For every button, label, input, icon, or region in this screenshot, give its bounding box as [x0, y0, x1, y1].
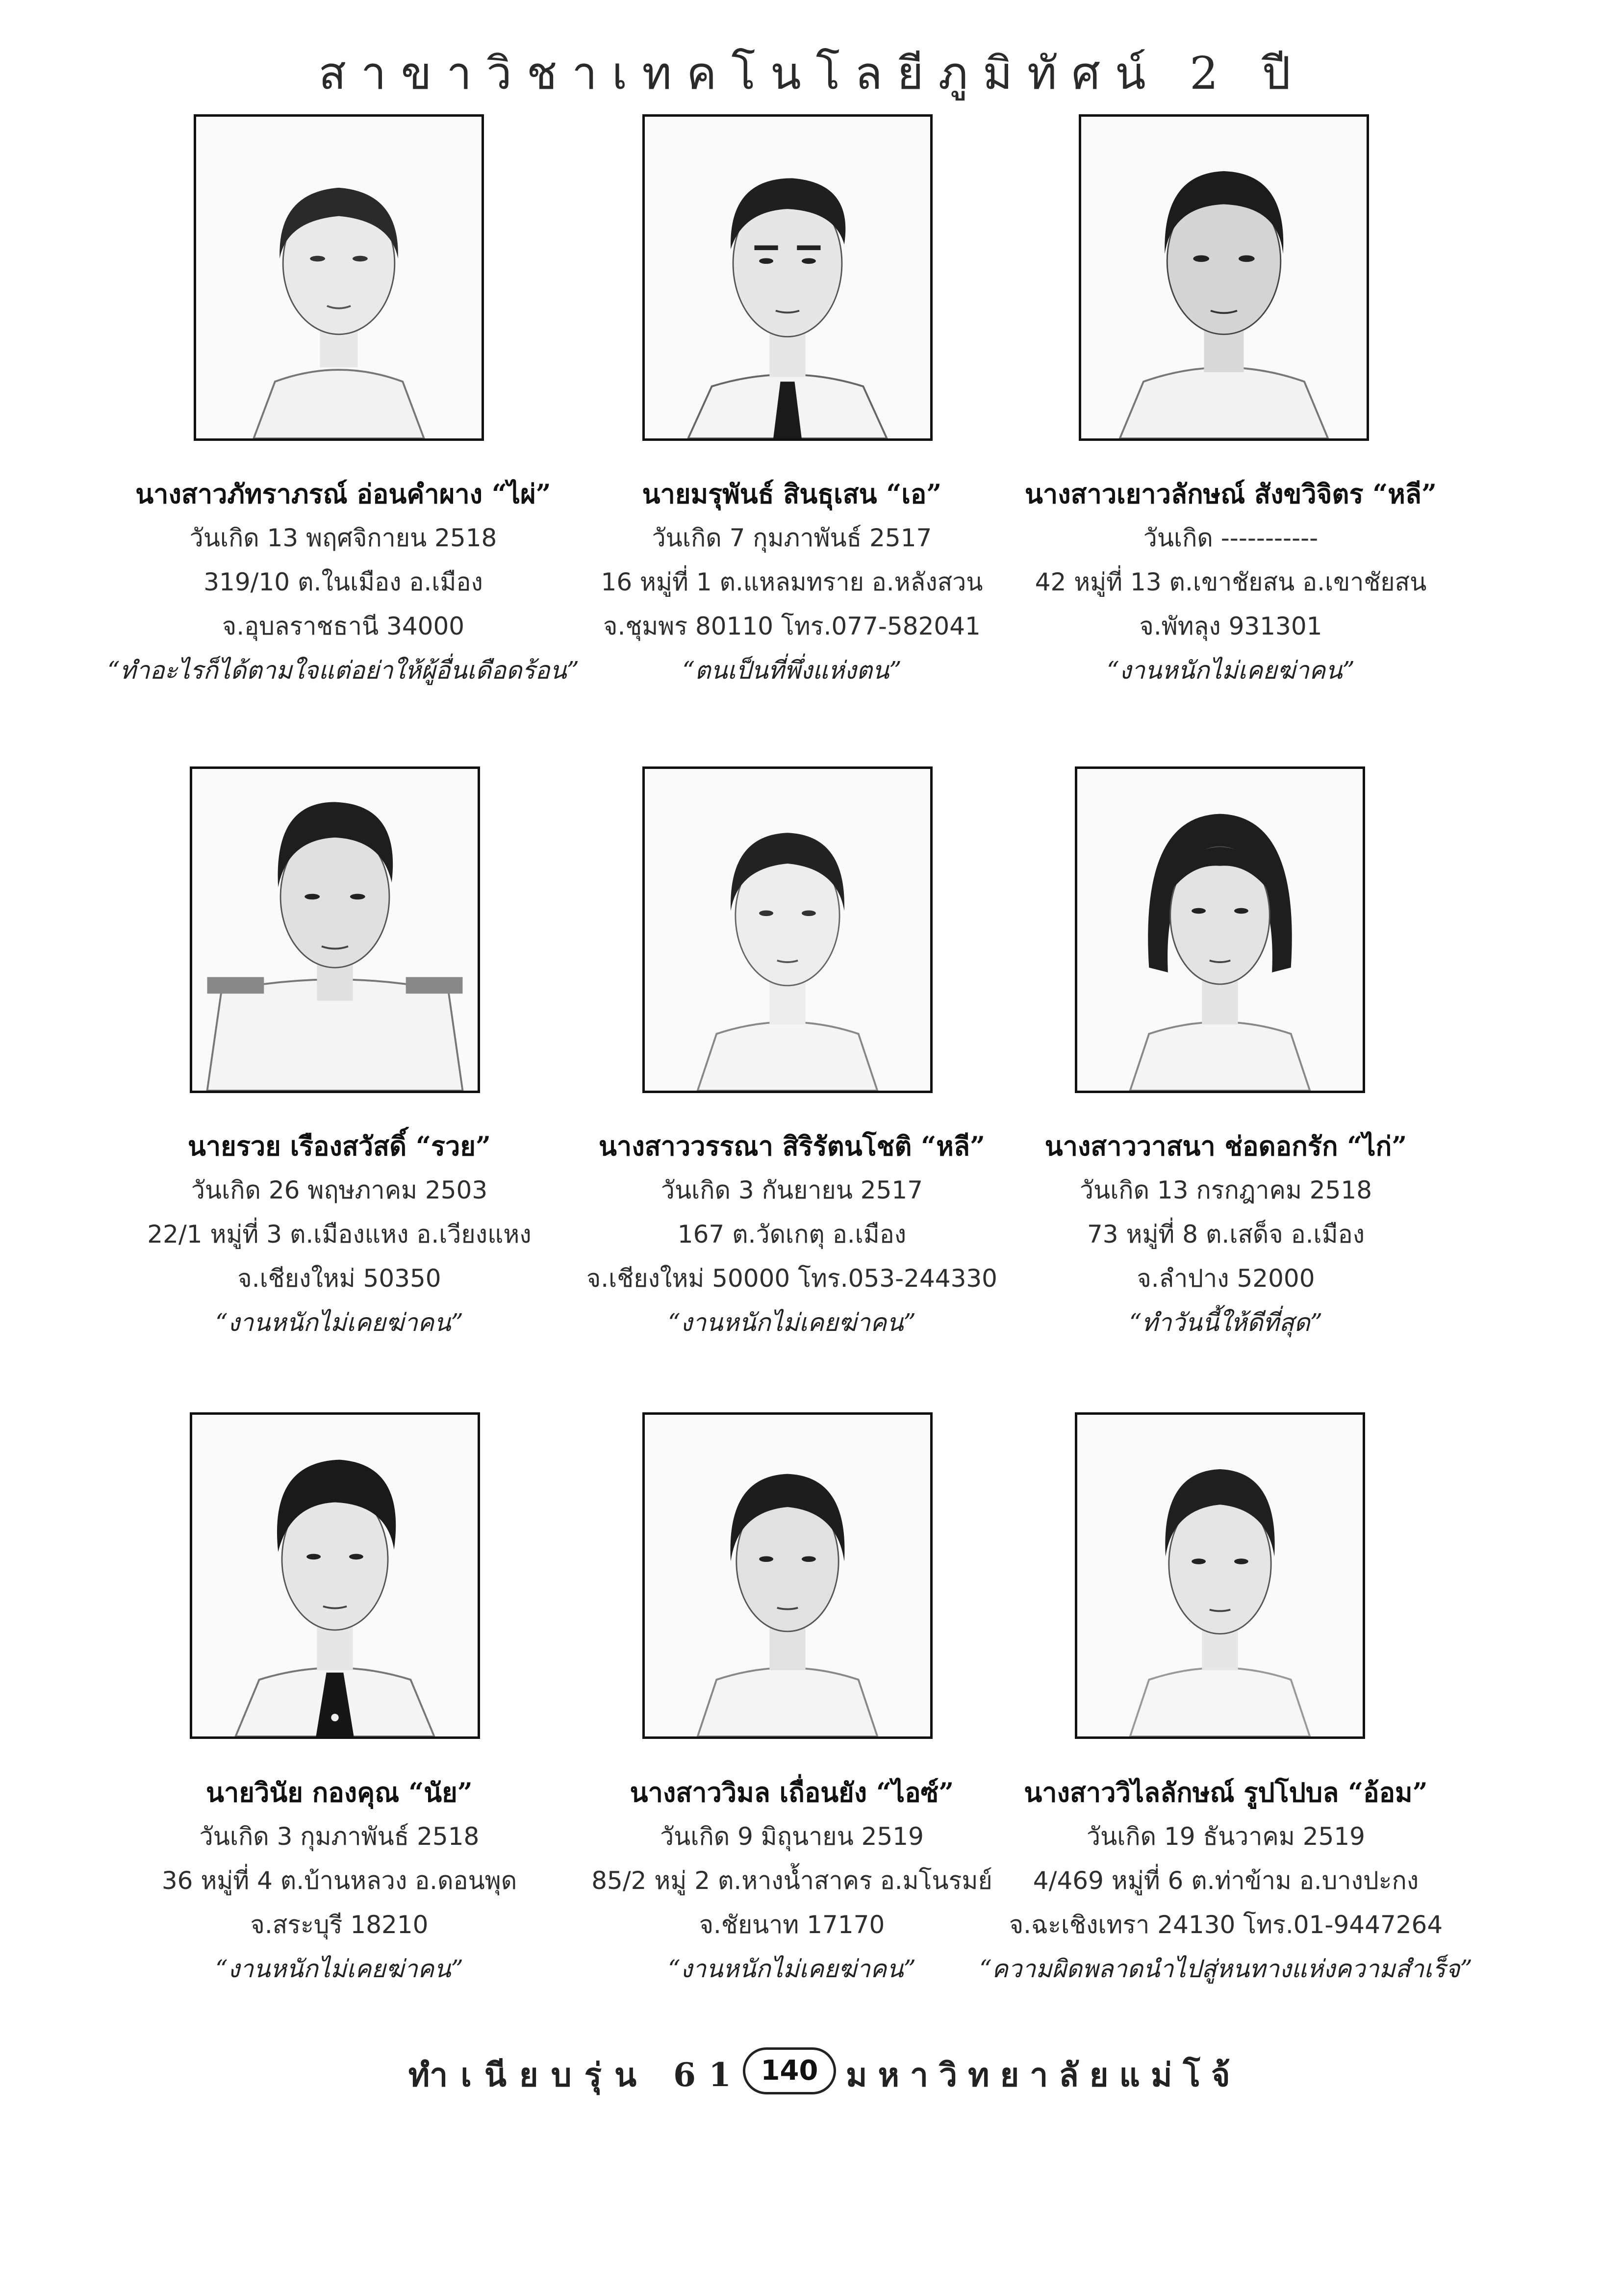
page-footer	[0, 2047, 1624, 2106]
portrait-icon	[645, 117, 930, 438]
portrait-icon	[1077, 1415, 1363, 1736]
student-address-line2: จ.พัทลุง 931301	[1139, 612, 1322, 640]
student-address-line2: จ.ชุมพร 80110 โทร.077-582041	[603, 612, 981, 640]
student-address-line1: 22/1 หมู่ที่ 3 ต.เมืองแหง อ.เวียงแหง	[147, 1220, 532, 1249]
student-info-5	[537, 1124, 1047, 1345]
portrait-icon	[645, 1415, 930, 1736]
student-address-line2: จ.ลำปาง 52000	[1137, 1264, 1315, 1293]
student-address-line1: 85/2 หมู่ 2 ต.หางน้ำสาคร อ.มโนรมย์	[591, 1866, 992, 1895]
footer-yearbook-label: ทำเนียบรุ่น 61	[408, 2056, 744, 2094]
student-name: นางสาววรรณา สิริรัตนโชติ “หลี”	[598, 1130, 986, 1162]
student-motto: “ทำวันนี้ให้ดีที่สุด”	[1129, 1308, 1323, 1337]
student-motto: “ทำอะไรก็ได้ตามใจแต่อย่าให้ผู้อื่นเดือดร้อน”	[107, 656, 580, 685]
student-photo-9	[1075, 1412, 1365, 1739]
student-name: นายรวย เรืองสวัสดิ์ “รวย”	[187, 1130, 491, 1162]
student-photo-8	[642, 1412, 933, 1739]
page-title: สาขาวิชาเทคโนโลยีภูมิทัศน์ 2 ปี	[318, 47, 1306, 100]
student-info-1	[88, 472, 598, 692]
student-birthdate: วันเกิด 3 กันยายน 2517	[660, 1176, 923, 1204]
student-address-line2: จ.เชียงใหม่ 50000 โทร.053-244330	[586, 1264, 997, 1293]
student-address-line1: 4/469 หมู่ที่ 6 ต.ท่าข้าม อ.บางปะกง	[1033, 1866, 1419, 1895]
student-name: นางสาวภัทราภรณ์ อ่อนคำผาง “ไผ่”	[135, 478, 551, 510]
portrait-icon	[196, 117, 482, 438]
portrait-icon	[1081, 117, 1367, 438]
portrait-icon	[192, 1415, 478, 1736]
student-address-line1: 167 ต.วัดเกตุ อ.เมือง	[677, 1220, 907, 1249]
student-birthdate: วันเกิด 13 กรกฎาคม 2518	[1079, 1176, 1372, 1204]
student-name: นางสาวเยาวลักษณ์ สังขวิจิตร “หลี”	[1024, 478, 1437, 510]
student-name: นางสาววาสนา ช่อดอกรัก “ไก่”	[1044, 1130, 1407, 1162]
student-address-line1: 319/10 ต.ในเมือง อ.เมือง	[203, 568, 483, 596]
student-birthdate: วันเกิด 7 กุมภาพันธ์ 2517	[652, 524, 932, 552]
student-name: นางสาววิไลลักษณ์ รูปโปบล “อ้อม”	[1024, 1777, 1428, 1808]
student-name: นายมรุพันธ์ สินธุเสน “เอ”	[642, 478, 942, 510]
student-birthdate: วันเกิด 19 ธันวาคม 2519	[1087, 1822, 1365, 1851]
student-birthdate: วันเกิด 9 มิถุนายน 2519	[660, 1822, 924, 1851]
student-name: นางสาววิมล เถื่อนยัง “ไอซ์”	[630, 1777, 954, 1808]
student-motto: “งานหนักไม่เคยฆ่าคน”	[668, 1308, 916, 1337]
student-address-line2: จ.ชัยนาท 17170	[699, 1911, 885, 1939]
footer-university-label: มหาวิทยาลัยแม่โจ้	[846, 2056, 1241, 2094]
student-photo-2	[642, 114, 933, 441]
student-birthdate: วันเกิด 13 พฤศจิกายน 2518	[189, 524, 497, 552]
student-photo-6	[1075, 766, 1365, 1093]
student-info-8	[537, 1770, 1047, 1991]
student-birthdate: วันเกิด 3 กุมภาพันธ์ 2518	[199, 1822, 480, 1851]
student-motto: “งานหนักไม่เคยฆ่าคน”	[668, 1955, 916, 1983]
student-address-line1: 73 หมู่ที่ 8 ต.เสด็จ อ.เมือง	[1087, 1220, 1365, 1249]
student-address-line1: 16 หมู่ที่ 1 ต.แหลมทราย อ.หลังสวน	[601, 568, 983, 596]
student-address-line2: จ.เชียงใหม่ 50350	[237, 1264, 441, 1293]
portrait-icon	[645, 769, 930, 1091]
student-motto: “ตนเป็นที่พึ่งแห่งตน”	[682, 656, 902, 685]
student-birthdate: วันเกิด 26 พฤษภาคม 2503	[191, 1176, 488, 1204]
student-address-line1: 36 หมู่ที่ 4 ต.บ้านหลวง อ.ดอนพุด	[161, 1866, 517, 1895]
student-info-3	[976, 472, 1486, 692]
student-motto: “ความผิดพลาดนำไปสู่หนทางแห่งความสำเร็จ”	[979, 1955, 1472, 1983]
student-photo-7	[190, 1412, 480, 1739]
portrait-icon	[192, 769, 478, 1091]
student-address-line1: 42 หมู่ที่ 13 ต.เขาชัยสน อ.เขาชัยสน	[1035, 568, 1427, 596]
student-address-line2: จ.สระบุรี 18210	[250, 1911, 429, 1939]
student-info-9	[971, 1770, 1481, 1991]
student-address-line2: จ.ฉะเชิงเทรา 24130 โทร.01-9447264	[1009, 1911, 1443, 1939]
page-number-badge: 140	[743, 2047, 836, 2094]
student-name: นายวินัย กองคุณ “นัย”	[206, 1777, 473, 1808]
student-birthdate: วันเกิด -----------	[1143, 524, 1319, 552]
student-motto: “งานหนักไม่เคยฆ่าคน”	[215, 1955, 463, 1983]
student-photo-5	[642, 766, 933, 1093]
student-photo-3	[1079, 114, 1369, 441]
student-motto: “งานหนักไม่เคยฆ่าคน”	[215, 1308, 463, 1337]
student-info-6	[971, 1124, 1481, 1345]
student-address-line2: จ.อุบลราชธานี 34000	[222, 612, 465, 640]
student-photo-1	[194, 114, 484, 441]
student-info-2	[537, 472, 1047, 692]
portrait-icon	[1077, 769, 1363, 1091]
student-photo-4	[190, 766, 480, 1093]
student-motto: “งานหนักไม่เคยฆ่าคน”	[1107, 656, 1355, 685]
student-info-4	[84, 1124, 594, 1345]
student-info-7	[84, 1770, 594, 1991]
